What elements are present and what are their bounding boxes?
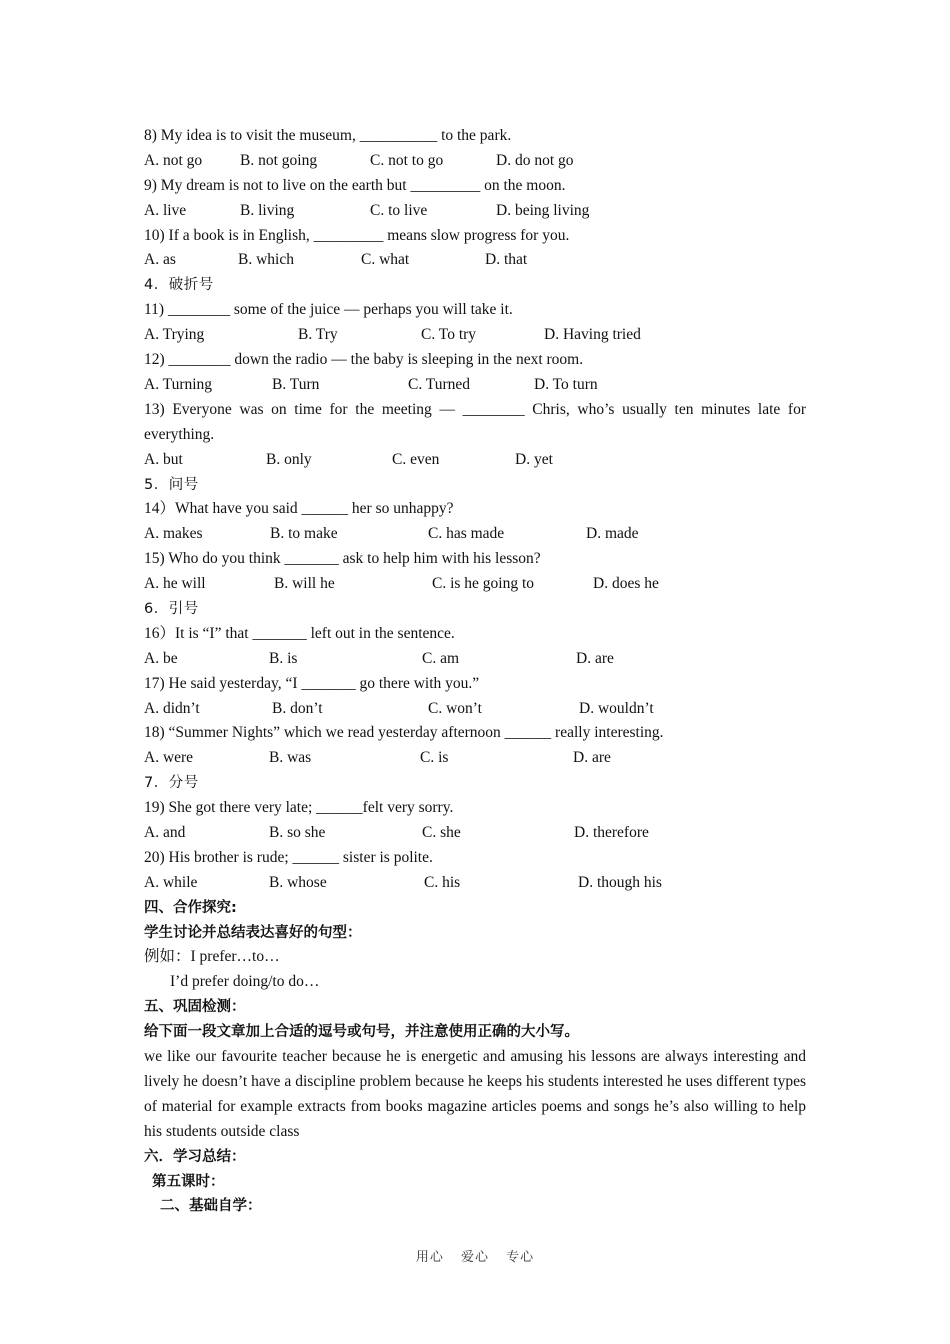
question-text: 8) My idea is to visit the museum, __________ to the park. [144,127,512,144]
answer-option: A. be [144,649,178,667]
answer-option: B. don’t [272,699,323,717]
answer-option: B. only [266,450,312,468]
answer-options [144,248,806,273]
answer-option: B. which [238,251,294,269]
footer-word-2: 爱心 [460,1250,489,1265]
answer-options [144,746,806,771]
answer-option: C. what [361,251,410,269]
answer-option: D. does he [593,575,659,593]
page-footer [0,1246,950,1265]
answer-option: A. were [144,749,194,767]
answer-option: C. she [422,823,461,841]
answer-options [144,373,806,398]
answer-option: C. To try [421,326,477,344]
answer-option: D. therefore [574,823,649,841]
answer-option: D. that [485,251,528,269]
part5-heading: 五、巩固检测： [144,999,246,1016]
footer-word-1: 用心 [415,1250,444,1265]
part6-heading: 六．学习总结： [144,1148,246,1165]
answer-option: A. live [144,201,187,219]
answer-option: A. he will [144,575,206,593]
answer-option: B. Try [298,326,338,344]
question-text: 19) She got there very late; ______felt very sorry. [144,799,454,817]
example-line-2: I’d prefer doing/to do… [170,973,320,991]
part5-instruction: 给下面一段文章加上合适的逗号或句号，并注意使用正确的大小写。 [144,1024,579,1041]
answer-option: D. are [576,649,614,667]
question-text: 10) If a book is in English, _________ means slow progress for you. [144,226,570,244]
answer-option: A. Turning [144,375,213,393]
question-text: 17) He said yesterday, “I _______ go there with you.” [144,674,480,692]
answer-options [144,871,806,896]
answer-option: D. wouldn’t [579,699,654,717]
question-text: 11) ________ some of the juice — perhaps you will take it. [144,301,513,319]
footer-word-3: 专心 [506,1250,535,1265]
question-text: 12) ________ down the radio — the baby is sleeping in the next room. [144,351,584,369]
answer-option: A. Trying [144,326,205,344]
answer-options [144,522,806,547]
part2-heading: 二、基础自学： [160,1198,262,1215]
answer-option: B. so she [269,823,326,841]
part4-heading: 四、合作探究: [144,899,237,916]
exercise-passage: we like our favourite teacher because he is energetic and amusing his lessons are always interesting and lively he doesn’t have a discipline problem because he keeps his students interested he uses different types of material for example extracts from books magazine articles poems and songs he’s also willing to help his students outside class [144,1047,806,1140]
answer-option: C. has made [428,525,505,543]
answer-options [144,149,806,174]
answer-option: D. made [586,525,639,543]
section-heading: 7．分号 [144,775,199,792]
answer-option: C. is he going to [432,575,535,593]
answer-options [144,448,806,473]
example-line-1: 例如：I prefer…to… [144,948,280,966]
answer-option: D. are [573,749,611,767]
answer-options [144,199,806,224]
section-heading: 5．问号 [144,476,199,493]
answer-option: B. living [240,201,295,219]
section-heading: 4．破折号 [144,277,214,294]
answer-option: D. though his [578,873,662,891]
answer-options [144,323,806,348]
answer-option: A. but [144,450,183,468]
answer-options [144,572,806,597]
answer-option: B. will he [274,575,335,593]
answer-options [144,697,806,722]
question-text: 14）What have you said ______ her so unhappy? [144,500,454,518]
part4-subheading: 学生讨论并总结表达喜好的句型： [144,924,362,941]
answer-option: B. whose [269,873,327,891]
answer-option: D. To turn [534,375,598,393]
answer-options [144,821,806,846]
answer-options [144,647,806,672]
question-text: 9) My dream is not to live on the earth but _________ on the moon. [144,176,566,194]
answer-option: A. didn’t [144,699,200,717]
answer-option: C. is [420,749,449,767]
answer-option: C. not to go [370,151,444,169]
answer-option: B. is [269,649,298,667]
question-text: 16）It is “I” that _______ left out in the sentence. [144,624,455,642]
question-text: 15) Who do you think _______ ask to help him with his lesson? [144,550,541,568]
lesson5-heading: 第五课时： [152,1173,225,1190]
answer-option: D. yet [515,450,553,468]
question-text: 13) Everyone was on time for the meeting — ________ Chris, who’s usually ten minutes late for everything. [144,400,806,443]
section-heading: 6．引号 [144,600,199,617]
answer-option: D. Having tried [544,326,641,344]
question-text: 18) “Summer Nights” which we read yesterday afternoon ______ really interesting. [144,724,664,742]
answer-option: C. am [422,649,460,667]
answer-option: B. was [269,749,312,767]
answer-option: A. makes [144,525,203,543]
document-body [144,124,806,1219]
answer-option: A. while [144,873,198,891]
answer-option: A. and [144,823,186,841]
answer-option: C. even [392,450,440,468]
answer-option: C. Turned [408,375,471,393]
answer-option: A. as [144,251,176,269]
answer-option: B. not going [240,151,318,169]
answer-option: C. won’t [428,699,482,717]
answer-option: B. to make [270,525,338,543]
question-text: 20) His brother is rude; ______ sister is polite. [144,848,433,866]
answer-option: A. not go [144,151,203,169]
answer-option: B. Turn [272,375,320,393]
answer-option: D. being living [496,201,590,219]
answer-option: C. his [424,873,461,891]
answer-option: C. to live [370,201,428,219]
answer-option: D. do not go [496,151,574,169]
